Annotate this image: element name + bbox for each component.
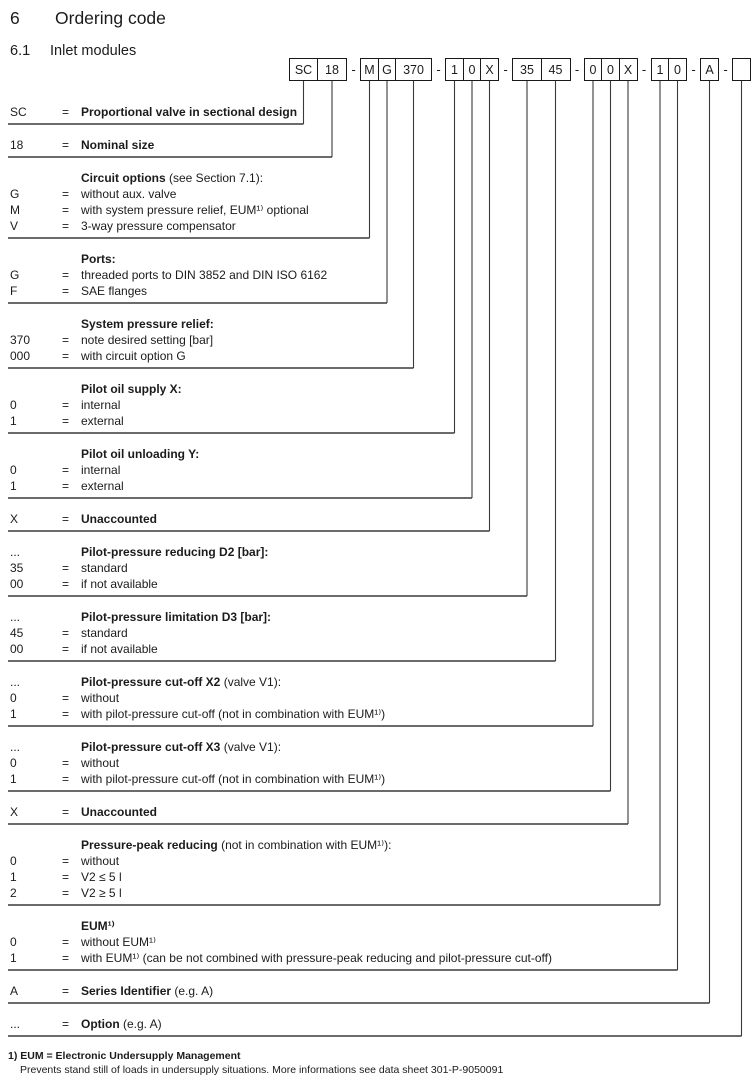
code-box-group <box>732 58 751 81</box>
code-box-35: 35 <box>512 58 542 81</box>
equals-sign: = <box>62 219 70 233</box>
legend-block-3 <box>10 170 755 238</box>
legend-text <box>81 853 755 869</box>
code-box-X: X <box>480 58 499 81</box>
legend-code: 45 <box>10 626 24 640</box>
legend-text-regular: (e.g. A) <box>119 1017 162 1031</box>
legend-text <box>81 771 755 787</box>
legend-text-regular: note desired setting [bar] <box>81 333 214 347</box>
legend-code: ... <box>10 740 21 754</box>
legend-text-regular: (valve V1): <box>220 675 282 689</box>
legend-block-13 <box>10 804 755 824</box>
legend-code: 1 <box>10 414 17 428</box>
equals-sign: = <box>62 268 70 282</box>
legend-text-regular: threaded ports to DIN 3852 and DIN ISO 6162 <box>81 268 328 282</box>
equals-sign: = <box>62 691 70 705</box>
code-box-group <box>651 58 688 81</box>
legend-row <box>10 348 755 364</box>
legend-text <box>81 544 755 560</box>
subsection-number: 6.1 <box>10 43 31 59</box>
legend-code: ... <box>10 545 21 559</box>
legend-text-regular: internal <box>81 398 121 412</box>
legend-text-bold: EUM¹⁾ <box>81 919 115 933</box>
legend-text <box>81 706 755 722</box>
legend-block-2 <box>10 137 755 157</box>
legend-text-bold: System pressure relief: <box>81 317 214 331</box>
legend-block-14 <box>10 837 755 905</box>
legend-text-bold: Pressure-peak reducing <box>81 838 218 852</box>
legend-text <box>81 869 755 885</box>
legend-text-regular: without <box>81 854 120 868</box>
code-box-370: 370 <box>395 58 432 81</box>
code-separator: - <box>691 62 696 77</box>
legend-text-regular: without <box>81 756 120 770</box>
equals-sign: = <box>62 626 70 640</box>
ordering-code-row <box>289 58 752 81</box>
code-box-group <box>289 58 348 81</box>
legend-text-regular: with pilot-pressure cut-off (not in combination with EUM¹⁾) <box>81 707 386 721</box>
legend-header-row <box>10 837 755 853</box>
legend-text <box>81 104 755 120</box>
equals-sign: = <box>62 1017 70 1031</box>
legend-row <box>10 186 755 202</box>
legend-code: 1 <box>10 479 17 493</box>
equals-sign <box>62 316 81 332</box>
legend-text-regular: without aux. valve <box>81 187 177 201</box>
legend-row <box>10 609 755 625</box>
legend-row <box>10 267 755 283</box>
equals-sign: = <box>62 512 70 526</box>
legend-code: 2 <box>10 886 17 900</box>
legend-text <box>81 397 755 413</box>
legend-text <box>81 1016 755 1032</box>
equals-sign: = <box>62 105 70 119</box>
legend-header-row <box>10 918 755 934</box>
legend-code: X <box>10 512 19 526</box>
legend-block-8 <box>10 511 755 531</box>
legend-row <box>10 332 755 348</box>
legend-header-row <box>10 251 755 267</box>
legend-row <box>10 706 755 722</box>
legend-text-regular: external <box>81 479 124 493</box>
legend-text-regular: (see Section 7.1): <box>165 171 264 185</box>
legend-code <box>10 446 62 462</box>
legend-code: G <box>10 187 20 201</box>
equals-sign <box>62 251 81 267</box>
legend-text <box>81 218 755 234</box>
legend-block-1 <box>10 104 755 124</box>
equals-sign: = <box>62 707 70 721</box>
legend-text-bold: Unaccounted <box>81 805 158 819</box>
legend-text-regular: SAE flanges <box>81 284 148 298</box>
legend-row <box>10 739 755 755</box>
equals-sign: = <box>62 854 70 868</box>
legend-text-regular: V2 ≥ 5 l <box>81 886 122 900</box>
legend-code: 18 <box>10 138 24 152</box>
legend-row <box>10 413 755 429</box>
legend-text <box>81 413 755 429</box>
legend-text <box>81 446 755 462</box>
code-box-group <box>512 58 571 81</box>
legend-block-6 <box>10 381 755 433</box>
legend-code: 00 <box>10 642 24 656</box>
code-box-0: 0 <box>668 58 687 81</box>
legend-row <box>10 934 755 950</box>
legend-row <box>10 885 755 901</box>
section-title: Ordering code <box>55 8 166 28</box>
legend-row <box>10 397 755 413</box>
legend-code: 0 <box>10 398 17 412</box>
legend-code: X <box>10 805 19 819</box>
equals-sign: = <box>62 561 70 575</box>
code-box-group <box>360 58 432 81</box>
code-separator: - <box>574 62 580 77</box>
legend-code <box>10 837 62 853</box>
legend-row <box>10 674 755 690</box>
code-box-group <box>700 58 719 81</box>
legend-block-4 <box>10 251 755 303</box>
legend-text-regular: with pilot-pressure cut-off (not in combination with EUM¹⁾) <box>81 772 386 786</box>
equals-sign: = <box>62 772 70 786</box>
legend-row <box>10 576 755 592</box>
code-box-45: 45 <box>541 58 571 81</box>
legend-text <box>81 755 755 771</box>
legend-row <box>10 641 755 657</box>
code-box-1: 1 <box>651 58 670 81</box>
legend-row <box>10 853 755 869</box>
code-separator: - <box>503 62 508 77</box>
code-separator: - <box>351 62 356 77</box>
legend-row <box>10 478 755 494</box>
legend-code: A <box>10 984 19 998</box>
footnote-line-1: 1) EUM = Electronic Undersupply Management <box>8 1050 241 1062</box>
legend-text <box>81 739 755 755</box>
legend-text-bold: Proportional valve in sectional design <box>81 105 298 119</box>
equals-sign: = <box>62 138 70 152</box>
legend-header-row <box>10 381 755 397</box>
legend-text <box>81 641 755 657</box>
equals-sign: = <box>62 463 70 477</box>
legend-code <box>10 918 62 934</box>
legend-row <box>10 283 755 299</box>
legend-code: 0 <box>10 854 17 868</box>
legend-text-bold: Ports: <box>81 252 116 266</box>
legend-text <box>81 511 755 527</box>
equals-sign: = <box>62 187 70 201</box>
legend-code: 1 <box>10 707 17 721</box>
legend-text-bold: Pilot oil unloading Y: <box>81 447 200 461</box>
legend-block-7 <box>10 446 755 498</box>
equals-sign <box>62 446 81 462</box>
legend-code: 0 <box>10 691 17 705</box>
legend-text <box>81 267 755 283</box>
legend-text-bold: Pilot-pressure reducing D2 [bar]: <box>81 545 269 559</box>
legend-code: 0 <box>10 756 17 770</box>
equals-sign: = <box>62 984 70 998</box>
legend-text-regular: with system pressure relief, EUM¹⁾ optional <box>81 203 309 217</box>
code-separator: - <box>436 62 441 77</box>
legend-row <box>10 560 755 576</box>
equals-sign: = <box>62 577 70 591</box>
code-box-group <box>445 58 499 81</box>
legend-row <box>10 104 755 120</box>
legend-row <box>10 950 755 966</box>
equals-sign: = <box>62 805 70 819</box>
code-legend <box>0 104 755 1036</box>
legend-text <box>81 462 755 478</box>
equals-sign: = <box>62 951 70 965</box>
legend-block-5 <box>10 316 755 368</box>
legend-text-regular: with circuit option G <box>81 349 186 363</box>
legend-text-regular: (not in combination with EUM¹⁾): <box>217 838 392 852</box>
legend-text <box>81 804 755 820</box>
legend-code: ... <box>10 1017 21 1031</box>
legend-code: 1 <box>10 772 17 786</box>
code-box-1: 1 <box>445 58 464 81</box>
code-box-0: 0 <box>584 58 603 81</box>
legend-text-regular: internal <box>81 463 121 477</box>
legend-row <box>10 511 755 527</box>
legend-text-regular: if not available <box>81 577 158 591</box>
legend-text <box>81 202 755 218</box>
legend-text <box>81 885 755 901</box>
legend-code: ... <box>10 675 21 689</box>
legend-row <box>10 983 755 999</box>
legend-block-12 <box>10 739 755 791</box>
legend-text <box>81 316 755 332</box>
legend-header-row <box>10 170 755 186</box>
equals-sign <box>62 544 81 560</box>
legend-text <box>81 560 755 576</box>
code-box-0: 0 <box>463 58 482 81</box>
legend-text <box>81 251 755 267</box>
legend-code <box>10 381 62 397</box>
equals-sign <box>62 381 81 397</box>
legend-header-row <box>10 316 755 332</box>
footnote <box>8 1049 755 1077</box>
legend-text-regular: if not available <box>81 642 158 656</box>
legend-row <box>10 690 755 706</box>
equals-sign <box>62 170 81 186</box>
equals-sign: = <box>62 642 70 656</box>
code-box-0: 0 <box>601 58 620 81</box>
legend-row <box>10 218 755 234</box>
legend-text <box>81 983 755 999</box>
equals-sign <box>62 674 81 690</box>
equals-sign: = <box>62 349 70 363</box>
legend-text <box>81 837 755 853</box>
legend-text <box>81 381 755 397</box>
legend-text-bold: Pilot-pressure cut-off X3 <box>81 740 221 754</box>
footnote-line-2: Prevents stand still of loads in undersupply situations. More informations see data sheet 301-P-9050091 <box>20 1064 504 1076</box>
legend-text <box>81 576 755 592</box>
code-box-SC: SC <box>289 58 319 81</box>
equals-sign: = <box>62 333 70 347</box>
legend-block-16 <box>10 983 755 1003</box>
legend-header-row <box>10 446 755 462</box>
legend-code: M <box>10 203 20 217</box>
legend-text <box>81 934 755 950</box>
legend-code: 35 <box>10 561 24 575</box>
legend-row <box>10 544 755 560</box>
legend-text <box>81 170 755 186</box>
code-box-M: M <box>360 58 379 81</box>
legend-text-bold: Pilot-pressure cut-off X2 <box>81 675 221 689</box>
equals-sign: = <box>62 284 70 298</box>
legend-row <box>10 804 755 820</box>
legend-text <box>81 478 755 494</box>
code-box-A: A <box>700 58 719 81</box>
equals-sign: = <box>62 479 70 493</box>
legend-text-bold: Circuit options <box>81 171 166 185</box>
section-heading <box>10 0 755 29</box>
legend-code: ... <box>10 610 21 624</box>
legend-block-17 <box>10 1016 755 1036</box>
code-box-group <box>584 58 638 81</box>
legend-block-9 <box>10 544 755 596</box>
equals-sign <box>62 739 81 755</box>
code-box-G: G <box>378 58 397 81</box>
legend-text-regular: standard <box>81 626 128 640</box>
legend-text <box>81 950 755 966</box>
legend-row <box>10 1016 755 1032</box>
legend-text-regular: with EUM¹⁾ (can be not combined with pressure-peak reducing and pilot-pressure cut-off) <box>81 951 552 965</box>
legend-text-regular: without EUM¹⁾ <box>81 935 156 949</box>
code-separator: - <box>641 62 647 77</box>
legend-text-bold: Pilot-pressure limitation D3 [bar]: <box>81 610 272 624</box>
equals-sign <box>62 609 81 625</box>
legend-text <box>81 609 755 625</box>
equals-sign <box>62 837 81 853</box>
equals-sign: = <box>62 870 70 884</box>
legend-text-regular: (e.g. A) <box>171 984 214 998</box>
legend-code: F <box>10 284 18 298</box>
legend-row <box>10 625 755 641</box>
equals-sign: = <box>62 886 70 900</box>
legend-row <box>10 202 755 218</box>
legend-code: 1 <box>10 951 17 965</box>
equals-sign <box>62 918 81 934</box>
legend-text <box>81 674 755 690</box>
legend-text-bold: Nominal size <box>81 138 155 152</box>
legend-text <box>81 690 755 706</box>
legend-text <box>81 625 755 641</box>
legend-block-11 <box>10 674 755 726</box>
legend-text <box>81 348 755 364</box>
legend-row <box>10 755 755 771</box>
legend-block-10 <box>10 609 755 661</box>
legend-text-regular: V2 ≤ 5 l <box>81 870 122 884</box>
legend-code: 0 <box>10 935 17 949</box>
legend-row <box>10 771 755 787</box>
legend-code: G <box>10 268 20 282</box>
legend-code: V <box>10 219 19 233</box>
legend-text <box>81 332 755 348</box>
legend-row <box>10 462 755 478</box>
legend-block-15 <box>10 918 755 970</box>
legend-text-bold: Series Identifier <box>81 984 172 998</box>
legend-text <box>81 137 755 153</box>
legend-text-bold: Unaccounted <box>81 512 158 526</box>
legend-text-regular: (valve V1): <box>220 740 282 754</box>
equals-sign: = <box>62 203 70 217</box>
legend-text-regular: 3-way pressure compensator <box>81 219 236 233</box>
code-box-blank <box>732 58 751 81</box>
equals-sign: = <box>62 935 70 949</box>
equals-sign: = <box>62 756 70 770</box>
legend-text-regular: external <box>81 414 124 428</box>
legend-text <box>81 283 755 299</box>
legend-code: SC <box>10 105 27 119</box>
legend-code: 370 <box>10 333 31 347</box>
subsection-title: Inlet modules <box>50 43 137 59</box>
legend-code <box>10 316 62 332</box>
legend-text-bold: Option <box>81 1017 120 1031</box>
legend-row <box>10 869 755 885</box>
legend-code: 000 <box>10 349 31 363</box>
legend-code: 00 <box>10 577 24 591</box>
code-box-18: 18 <box>317 58 347 81</box>
legend-text <box>81 186 755 202</box>
section-number: 6 <box>10 8 20 28</box>
legend-code: 1 <box>10 870 17 884</box>
legend-code <box>10 251 62 267</box>
equals-sign: = <box>62 398 70 412</box>
legend-text-bold: Pilot oil supply X: <box>81 382 182 396</box>
code-separator: - <box>723 62 728 77</box>
legend-text-regular: without <box>81 691 120 705</box>
legend-code <box>10 170 62 186</box>
legend-row <box>10 137 755 153</box>
legend-code: 0 <box>10 463 17 477</box>
code-box-X: X <box>619 58 638 81</box>
equals-sign: = <box>62 414 70 428</box>
legend-text <box>81 918 755 934</box>
legend-text-regular: standard <box>81 561 128 575</box>
